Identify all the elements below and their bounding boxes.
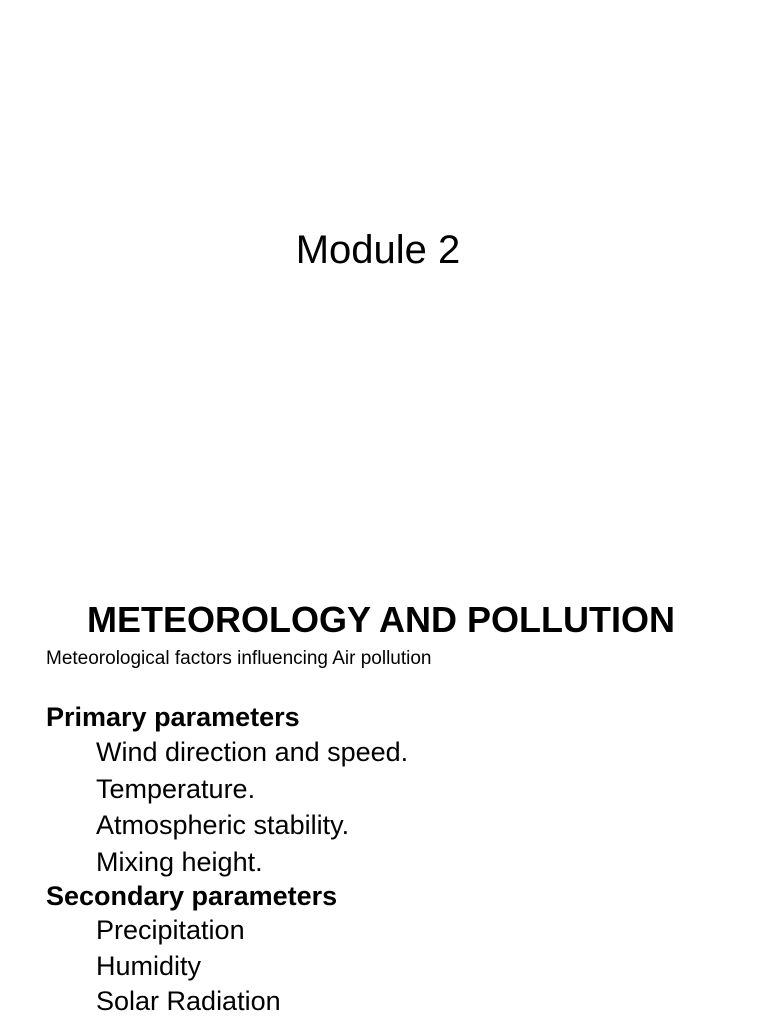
secondary-parameters-list [46,913,337,1020]
list-item: Solar Radiation [96,986,281,1016]
list-item: Atmospheric stability. [96,810,350,840]
list-item: Temperature. [96,773,256,804]
list-item: Mixing height. [96,846,263,877]
list-item: Precipitation [96,915,245,945]
section-subtitle: Meteorological factors influencing Air pollution [46,648,432,669]
primary-parameters-heading: Primary parameters [46,702,300,732]
list-item: Humidity [96,950,202,981]
primary-parameters-list [46,734,408,880]
secondary-parameters-heading: Secondary parameters [46,881,338,911]
section-heading: METEOROLOGY AND POLLUTION [86,599,675,640]
secondary-parameters-block [46,879,337,1020]
primary-parameters-block [46,700,408,880]
list-item: Wind direction and speed. [96,737,409,767]
module-title: Module 2 [295,228,461,272]
